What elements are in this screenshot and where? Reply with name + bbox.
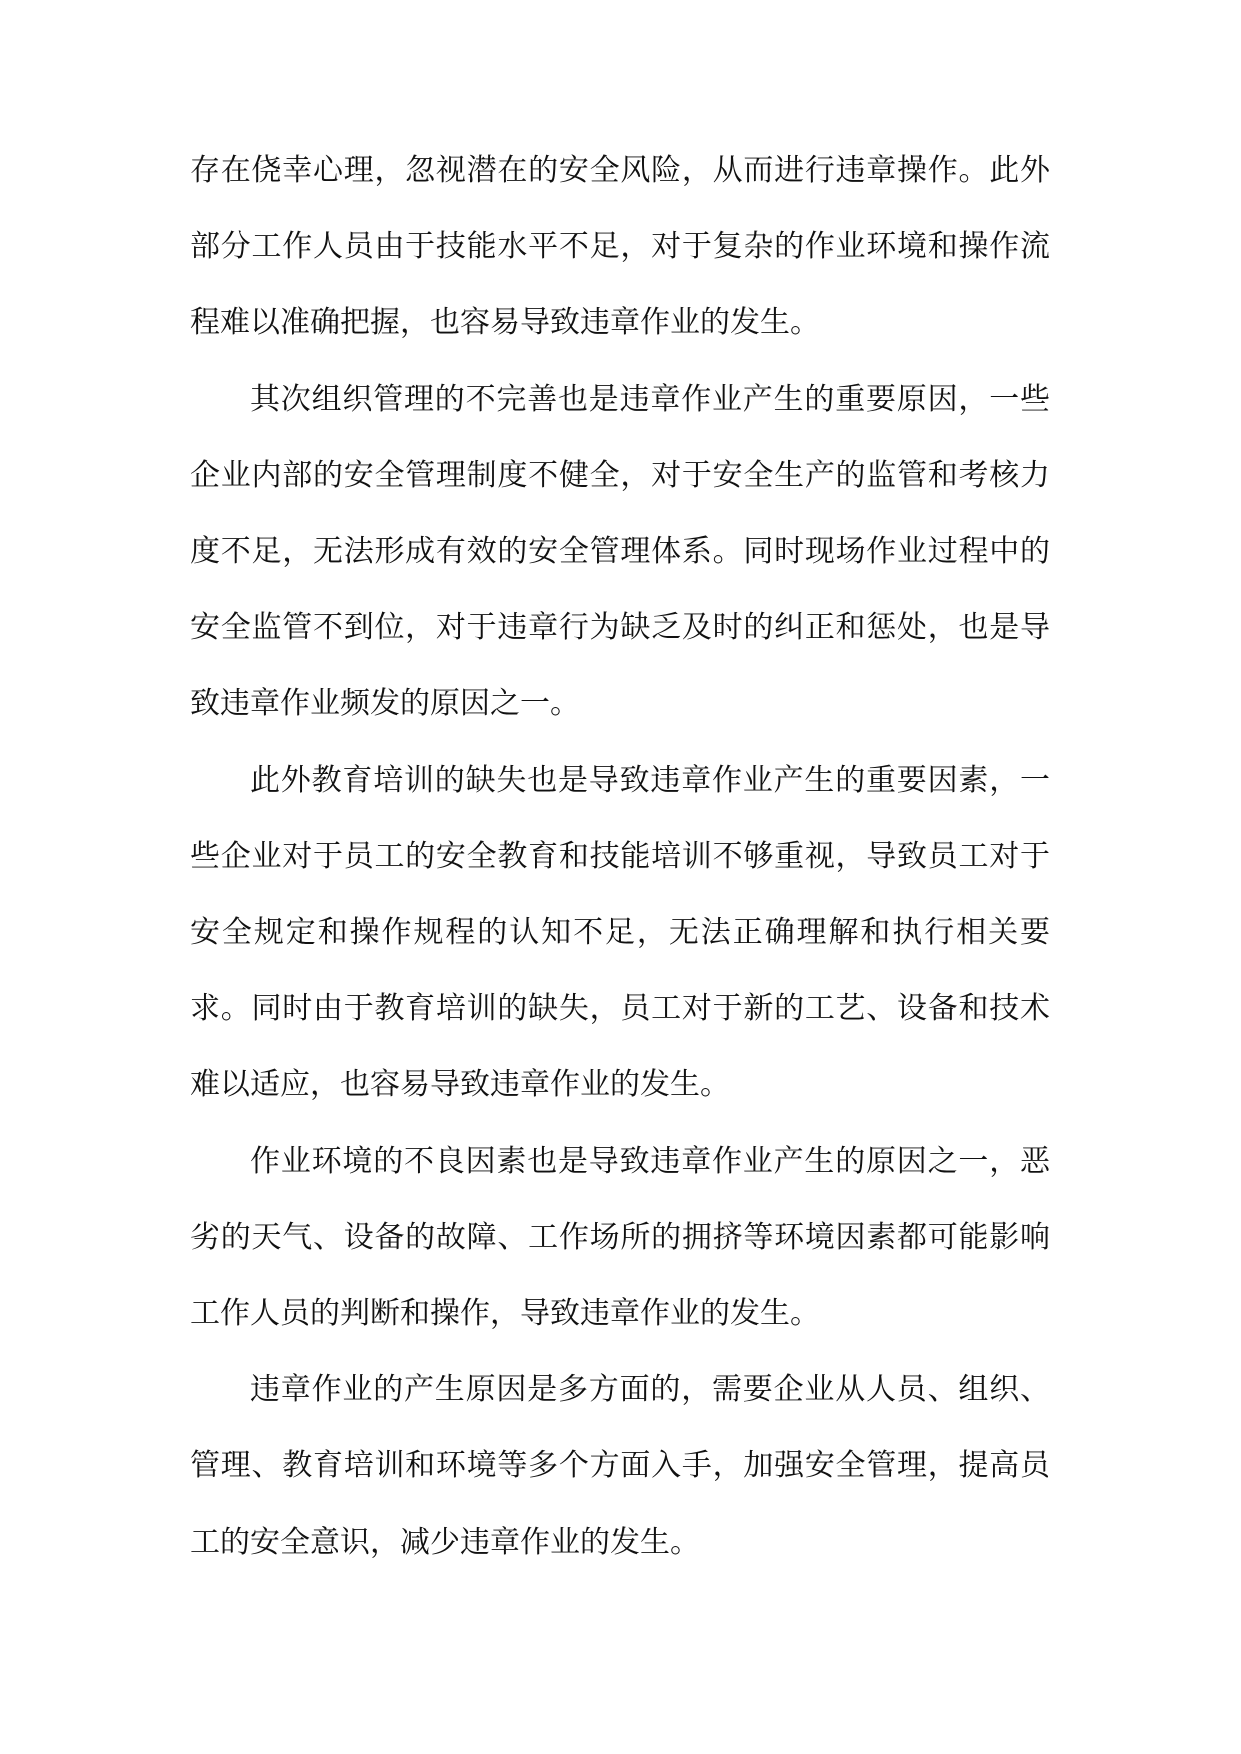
document-body xyxy=(190,133,1050,1581)
paragraph-education-training: 此外教育培训的缺失也是导致违章作业产生的重要因素，一些企业对于员工的安全教育和技能培训不够重视，导致员工对于安全规定和操作规程的认知不足，无法正确理解和执行相关要求。同时由于教育培训的缺失，员工对于新的工艺、设备和技术难以适应，也容易导致违章作业的发生。 xyxy=(190,762,1050,1103)
paragraph-conclusion: 违章作业的产生原因是多方面的，需要企业从人员、组织、管理、教育培训和环境等多个方面入手，加强安全管理，提高员工的安全意识，减少违章作业的发生。 xyxy=(190,1372,1050,1560)
paragraph-work-environment: 作业环境的不良因素也是导致违章作业产生的原因之一，恶劣的天气、设备的故障、工作场所的拥挤等环境因素都可能影响工作人员的判断和操作，导致违章作业的发生。 xyxy=(190,1143,1050,1332)
paragraph-continuation: 存在侥幸心理，忽视潜在的安全风险，从而进行违章操作。此外部分工作人员由于技能水平不足，对于复杂的作业环境和操作流程难以准确把握，也容易导致违章作业的发生。 xyxy=(190,153,1050,341)
paragraph-organization-management: 其次组织管理的不完善也是违章作业产生的重要原因，一些企业内部的安全管理制度不健全，对于安全生产的监管和考核力度不足，无法形成有效的安全管理体系。同时现场作业过程中的安全监管不到位，对于违章行为缺乏及时的纠正和惩处，也是导致违章作业频发的原因之一。 xyxy=(190,381,1050,722)
